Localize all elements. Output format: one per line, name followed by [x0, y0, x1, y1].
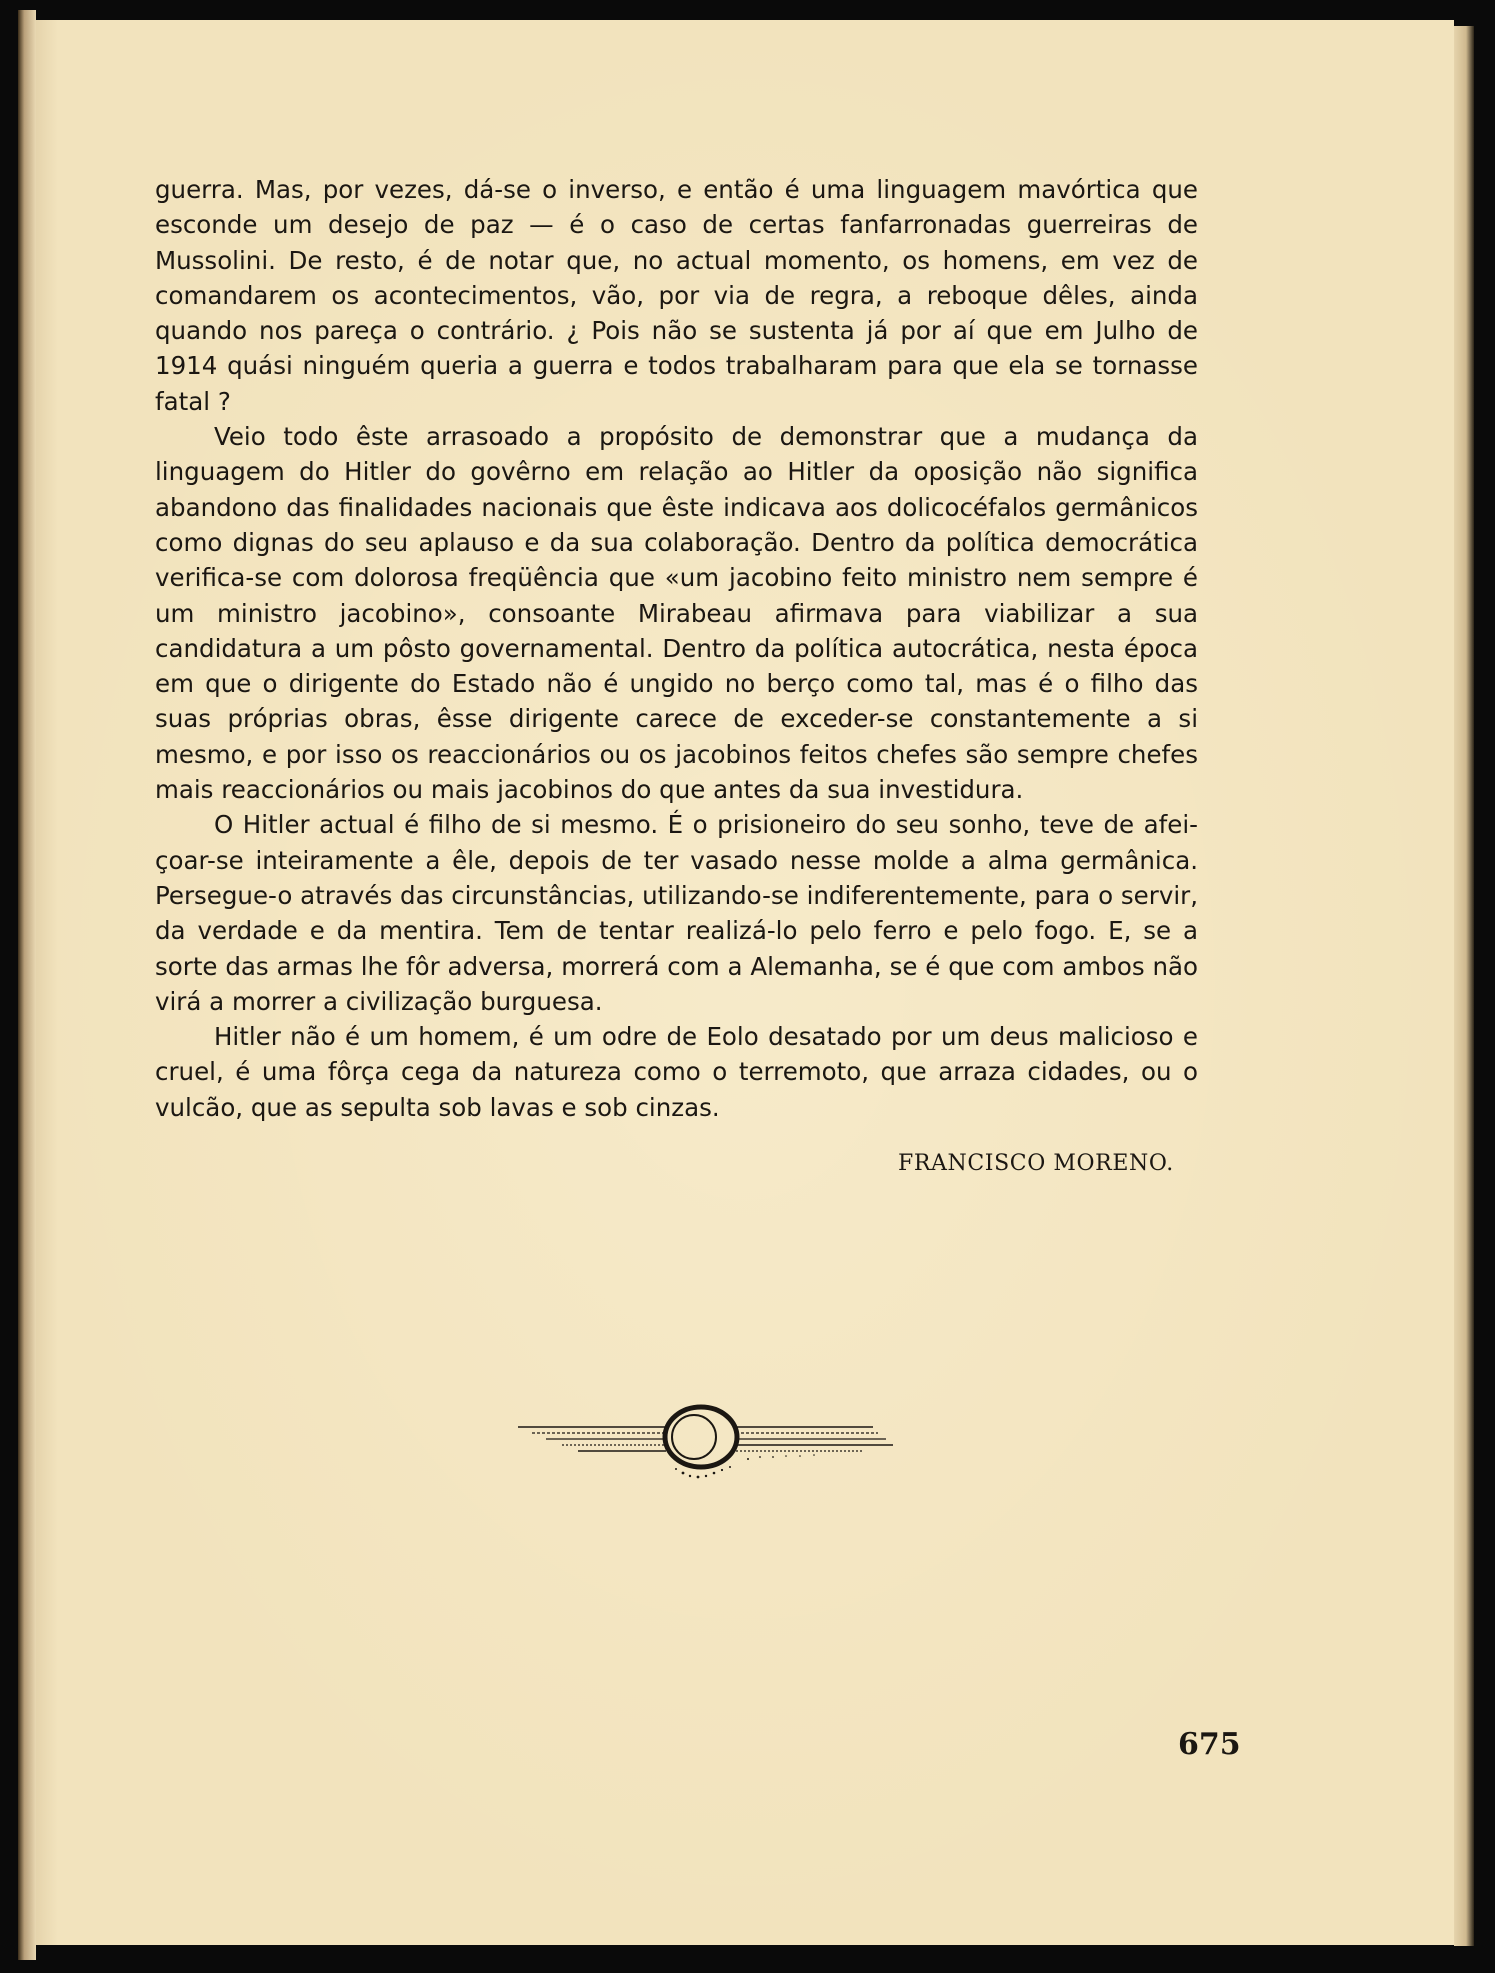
book-page	[36, 20, 1454, 1945]
binding-edge	[18, 10, 36, 1960]
paragraph-3: O Hitler actual é filho de si mesmo. É o prisioneiro do seu sonho, teve de afeiçoar-se inteiramente a êle, depois de ter vasado nesse molde a alma germânica. Persegue-o através das circunstâncias, utilizando-se indiferentemente, para o servir, da verdade e da mentira. Tem de tentar realizá-lo pelo ferro e pelo fogo. E, se a sorte das armas lhe fôr adversa, morrerá com a Alemanha, se é que com ambos não virá a morrer a civilização burguesa.	[155, 810, 1198, 1016]
author-signature: FRANCISCO MORENO.	[898, 1151, 1174, 1176]
article-body	[155, 172, 1198, 1125]
paragraph-4: Hitler não é um homem, é um odre de Eolo desatado por um deus malicioso e cruel, é uma fôrça cega da natureza como o terremoto, que arraza cidades, ou o vulcão, que as sepulta sob lavas e sob cinzas.	[155, 1022, 1198, 1122]
page-edge	[1454, 26, 1474, 1946]
page-number: 675	[1178, 1727, 1241, 1762]
paragraph-1: guerra. Mas, por vezes, dá-se o inverso, e então é uma linguagem mavórtica que esconde um desejo de paz — é o caso de certas fanfarronadas guerreiras de Mussolini. De resto, é de notar que, no actual momento, os homens, em vez de comandarem os acontecimentos, vão, por via de regra, a reboque dêles, ainda quando nos pareça o contrário. ¿ Pois não se sustenta já por aí que em Julho de 1914 quási ninguém queria a guerra e todos trabalharam para que ela se tornasse fatal ?	[155, 175, 1198, 416]
fleuron-ornament-icon	[518, 1393, 898, 1483]
paragraph-2: Veio todo êste arrasoado a propósito de demonstrar que a mudança da linguagem do Hitler do govêrno em relação ao Hitler da oposição não significa abandono das finalidades nacionais que êste indicava aos dolicocéfalos germânicos como dignas do seu aplauso e da sua colaboração. Dentro da política democrática verifica-se com dolorosa freqüência que «um jacobino feito ministro nem sempre é um ministro jacobino», consoante Mirabeau afirmava para viabilizar a sua candidatura a um pôsto governamental. Dentro da política autocrática, nesta época em que o dirigente do Estado não é ungido no berço como tal, mas é o filho das suas próprias obras, êsse dirigente carece de exceder-se constantemente a si mesmo, e por isso os reaccionários ou os jacobinos feitos chefes são sempre chefes mais reaccionários ou mais jacobinos do que antes da sua investidura.	[155, 422, 1198, 805]
